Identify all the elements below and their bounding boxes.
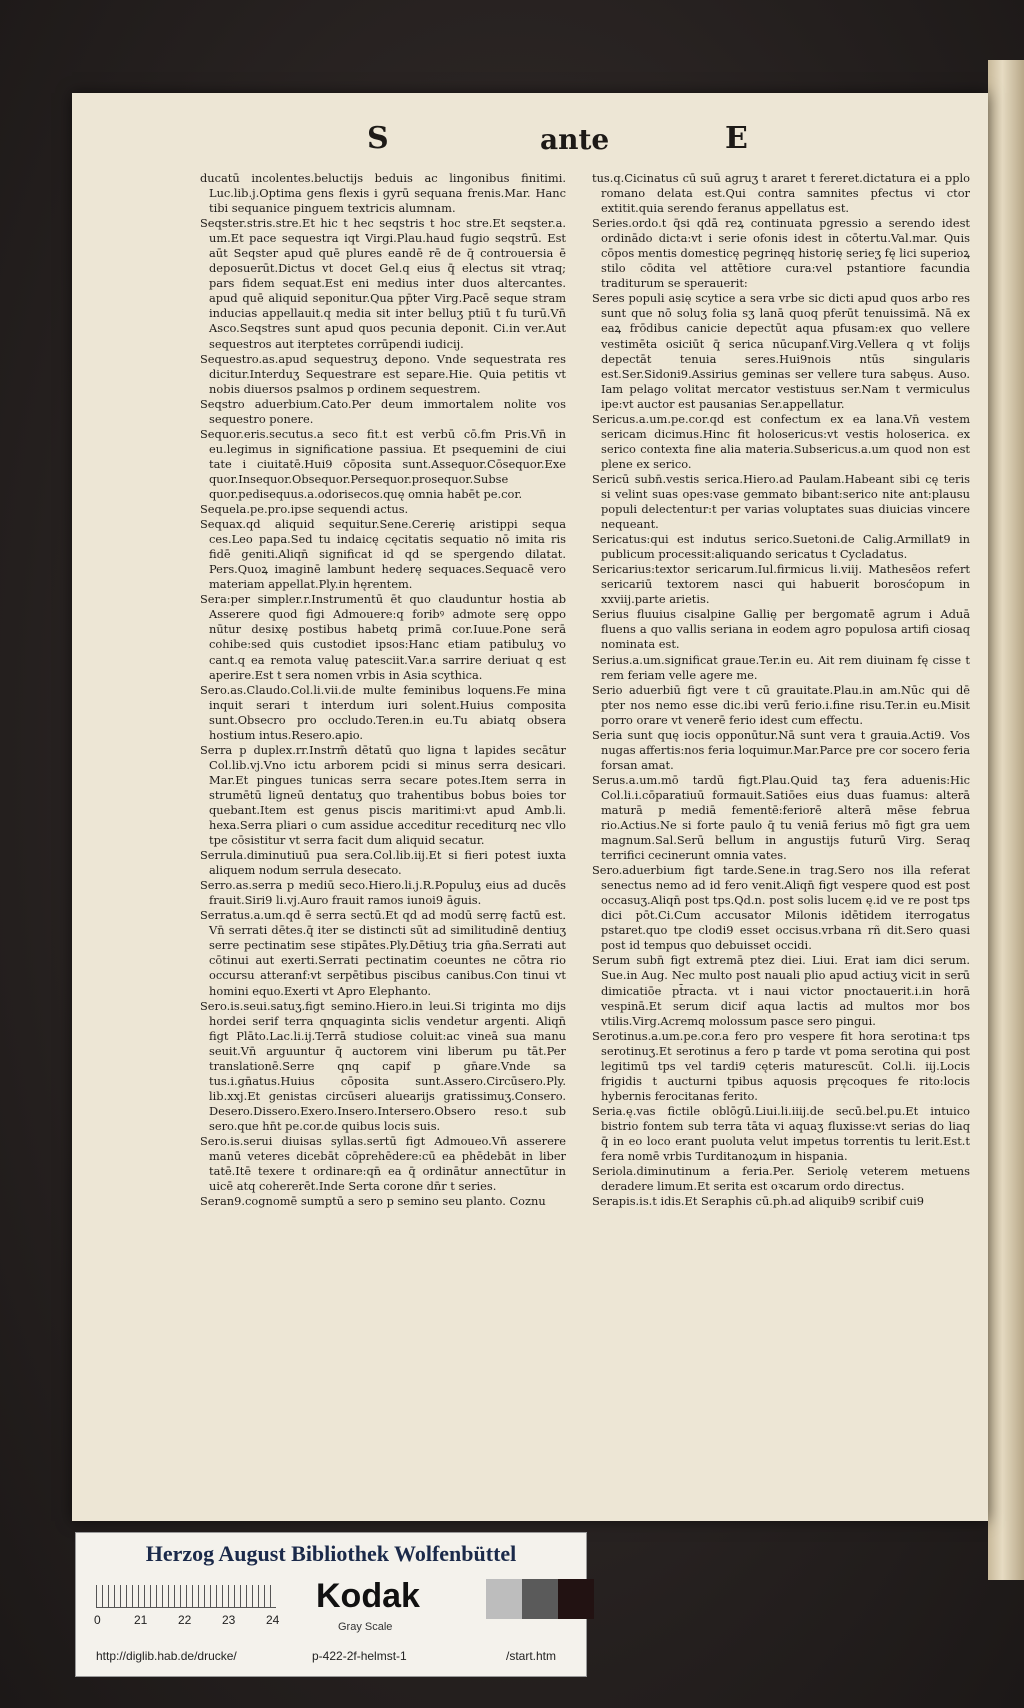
scale-label: 22 <box>178 1613 192 1627</box>
dictionary-entry: Serum subn̄ figt extremā ptez diei. Liui. Erat iam dici serum. Sue.in Aug. Nec multo post nauali plio apud actiuʒ vicit in serū dimicatiōe pt̄racta. vt i naui victor pnoctauerit.i.in horā vespinā.Et serum dicif aqua lactis ad multos mor bos vtilis.Virg.Acremq molossum pasce sero pingui. <box>592 953 970 1028</box>
running-head <box>72 121 988 161</box>
gray-swatch <box>558 1579 594 1619</box>
gray-swatch <box>486 1579 522 1619</box>
dictionary-entry: Seqstro aduerbium.Cato.Per deum immortalem nolite vos sequestro ponere. <box>200 396 566 426</box>
running-head-letter-left: S <box>367 121 389 156</box>
dictionary-entry: Sero.aduerbium figt tarde.Sene.in trag.Sero nos illa referat senectus nemo ad id fero venit.Aliqn̄ figt vespere quod est post occasuʒ.Aliqn̄ post tps.Qd.n. post solis lucem ę.id ve re post tps dici pōt.Ci.Cum accusator Milonis idētidem iterrogatus pstaret.quo tpe clodi9 esset occisus.vrbana rñ dit.Sero quasi post id tempus quo debuisset occidi. <box>592 863 970 953</box>
dictionary-entry: Serio aduerbiū figt vere t cū grauitate.Plau.in am.Nūc qui dē pter nos nemo esse dic.ibi verū ferio.i.fine risu.Ter.in eu.Misit porro orare vt venerē ferio idest cum effectu. <box>592 682 970 727</box>
dictionary-entry: Sequor.eris.secutus.a seco fit.t est verbū cō.fm Pris.Vn̄ in eu.legimus in significatione passiua. Et psequemini de ciui tate i ciuitatē.Hui9 cōposita sunt.Assequor.Cōsequor.Exe quor.Insequor.Obsequor.Persequor.prosequor.Subse quor.pedisequus.a.odorisecos.quę omnia habēt pe.cor. <box>200 426 566 501</box>
dictionary-entry: Sericus.a.um.pe.cor.qd est confectum ex ea lana.Vn̄ vestem sericam dicimus.Hinc fit holosericus:vt vestis holoserica. ex serico contexta fine alia materia.Subsericus.a.um quod non est plene ex serico. <box>592 411 970 471</box>
dictionary-entry: Seria sunt quę iocis opponūtur.Nā sunt vera t grauia.Acti9. Vos nugas affertis:nos feria loquimur.Mar.Parce pre cor socero feria forsan amat. <box>592 727 970 772</box>
left-column <box>200 171 566 1441</box>
dictionary-entry: Seqster.stris.stre.Et hic t hec seqstris t hoc stre.Et seqster.a. um.Et pace sequestra iqt Virgi.Plau.haud fugio seqstrū. Est aūt Seqster apud quē plures eandē rē de q̄ controuersia ē deposuerūt.Dictus vt docet Gel.q eius q̄ electus sit vtraq; pars fidem sequat.Est eni medius inter duos altercantes. apud quē aliquid seponitur.Qua pp̄ter Virg.Pacē seque stram inducias appellauit.q media sit inter belluʒ ptiū t fu turū.Vn̄ Asco.Seqstres sunt apud quos pecunia deponit. Ci.in ver.Aut sequestros aut iterptetes corrūpendi iudicij. <box>200 216 566 351</box>
dictionary-entry: Sero.is.seui.satuʒ.figt semino.Hiero.in leui.Si triginta mo dijs hordei serif terra qnquaginta siclis vendetur argenti. Aliqn̄ figt Plāto.Lac.li.ij.Terrā studiose coluit:ac vineā sua manu seuit.Vn̄ arguuntur q̄ auctorem vini liberum pu tāt.Per translationē.Serre qnq capif p gn̄are.Vnde sa tus.i.gn̄atus.Huius cōposita sunt.Assero.Circūsero.Ply. lib.xxj.Et genistas circūseri aluearijs gratissimuʒ.Consero. Desero.Dissero.Exero.Insero.Intersero.Obsero reso.t sub sero.que hn̄t pe.cor.de quibus locis suis. <box>200 998 566 1133</box>
dictionary-entry: Serapis.is.t idis.Et Seraphis cū.ph.ad aliquib9 scribif cui9 <box>592 1194 925 1209</box>
dictionary-entry: Serratus.a.um.qd ē serra sectū.Et qd ad modū serrę factū est. Vn̄ serrati dētes.q̄ iter se distincti sūt ad similitudinē dentiuʒ serre pectinatim sese stipātes.Ply.Dētiuʒ tria gn̄a.Serrati aut cōtinui aut exerti.Serrati pectinatim coeuntes ne cōtra rio occursu atteranf:vt serpētibus piscibus canibus.Con tinui vt homini equo.Exerti vt Apro Elephanto. <box>200 908 566 998</box>
dictionary-entry: tus.q.Cicinatus cū suū agruʒ t araret t fereret.dictatura ei a pplo romano delata est.Qui contra samnites pfectus vi ctor extitit.quia serendo feranus appellatus est. <box>592 171 970 216</box>
dictionary-entry: Sera:per simpler.r.Instrumentū ēt quo clauduntur hostia ab Asserere quod figi Admouere:q foribꝰ admote serę oppo nūtur desixę postibus habetq primā cor.Iuue.Pone serā cohibe:sed quis custodiet ipsos:Hanc etiam patibuluʒ vo cant.q ea remota valuę patesciit.Var.a sarrire deriuat q est aperire.Est t sera nomen vrbis in Asia scythica. <box>200 592 566 682</box>
library-name: Herzog August Bibliothek Wolfenbüttel <box>145 1541 517 1566</box>
dictionary-entry: Serra p duplex.rr.Instrm̄ dētatū quo ligna t lapides secātur Col.lib.vj.Vno ictu arborem pcidi si minus serra desicari. Mar.Et pingues tunicas serra secare potes.Item serra in strumētū ligneū dentatuʒ quo trahentibus bobus boies tor quebant.Item est genus piscis maritimi:vt apud Amb.li. hexa.Serra pliari o cum assidue acceditur recediturq nec vllo tpe cōsistitur vt serra facit dum aliquid secatur. <box>200 742 566 848</box>
gray-scale-label: Gray Scale <box>338 1621 393 1633</box>
scale-ruler <box>96 1585 276 1608</box>
dictionary-entry: Seriola.diminutinum a feria.Per. Seriolę veterem metuens deradere limum.Et serita est oꝛcarum ordo directus. <box>592 1164 970 1194</box>
dictionary-entry: Sericarius:textor sericarum.Iul.firmicus li.viij. Mathesēos refert sericariū textorem nasci qui habuerit borosćopum in xxviij.parte arietis. <box>592 562 970 607</box>
dictionary-entry: Sequela.pe.pro.ipse sequendi actus. <box>200 502 409 517</box>
dictionary-entry: Seria.ę.vas fictile oblōgū.Liui.li.iiij.de secū.bel.pu.Et intuico bistrio fontem sub terra tāta vi aquaʒ fluxisse:vt serias do liaq q̄ in eo loco erant puoluta velut impetus torrentis tu lerit.Est.t fera nomē vrbis Turditanoꝝum in hispania. <box>592 1103 970 1164</box>
scale-label: 23 <box>222 1613 236 1627</box>
right-column <box>592 171 970 1441</box>
dictionary-entry: Serius.a.um.significat graue.Ter.in eu. Ait rem diuinam fę cisse t rem feriam velle agere me. <box>592 652 970 682</box>
dictionary-entry: Series.ordo.t q̄si qdā reꝝ continuata pgressio a serendo idest ordinādo dicta:vt i serie ofonis idest in cōtertu.Val.mar. Quis cōpos mentis domesticę pegrinęq historię serieʒ fę lici superioꝝ stilo cōdita vel attētiore cura:vel pstantiore facundia traditurum se sperauerit: <box>592 216 970 291</box>
document-page <box>72 93 988 1521</box>
scale-label: 24 <box>266 1613 280 1627</box>
footer-url: http://diglib.hab.de/drucke/ <box>96 1649 237 1663</box>
dictionary-entry: ducatū incolentes.beluctijs beduis ac lingonibus finitimi. Luc.lib.j.Optima gens flexis i gyrū sequana frenis.Mar. Hanc tibi sequanice pinguem textricis alumnam. <box>200 171 566 216</box>
dictionary-entry: Serrula.diminutiuū pua sera.Col.lib.iij.Et si fieri potest iuxta aliquem nodum serrula desecato. <box>200 848 566 878</box>
adjacent-page-edge <box>988 60 1024 1580</box>
dictionary-entry: Sero.as.Claudo.Col.li.vii.de multe feminibus loquens.Fe mina inquit serari t interdum iuri solent.Huius composita sunt.Obsecro pro occludo.Teren.in eu.Tu abiatq obsera hostium intus.Resero.apio. <box>200 682 566 742</box>
running-head-word: ante <box>540 123 610 156</box>
dictionary-entry: Sericatus:qui est indutus serico.Suetoni.de Calig.Armillat9 in publicum processit:aliquando sericatus t Cycladatus. <box>592 532 970 562</box>
kodak-logo: Kodak <box>316 1577 420 1615</box>
dictionary-entry: Seran9.cognomē sumptū a sero p semino seu planto. Coznu <box>200 1194 546 1209</box>
dictionary-entry: Sericū subn̄.vestis serica.Hiero.ad Paulam.Habeant sibi cę teris si velint suas opes:vase gemmato bibant:serico nite ant:plausu populi delectentur:t per varias voluptates suas diuicias vincere nequeant. <box>592 471 970 532</box>
dictionary-entry: Sequax.qd aliquid sequitur.Sene.Cererię aristippi sequa ces.Leo papa.Sed tu indaicę cęcitatis sequatio nō imita ris fidē geniti.Aliqn̄ significat id qd se spergendo dilatat. Pers.Quoꝝ imaginē lambunt hederę sequaces.Sequacē vero materiam appellat.Ply.in hęrentem. <box>200 517 566 592</box>
footer-id: p-422-2f-helmst-1 <box>312 1649 407 1663</box>
color-calibration-card <box>75 1532 587 1677</box>
dictionary-entry: Sero.is.serui diuisas syllas.sertū figt Admoueo.Vn̄ asserere manū veteres dicebāt cōprehēdere:cū ea phēdebāt in liber tatē.Itē texere t ordinare:qn̄ ea q̄ ordinātur annectūtur in uicē atq cohererēt.Inde Serta corone dn̄r t series. <box>200 1134 566 1194</box>
gray-swatch <box>522 1579 558 1619</box>
scale-label: 21 <box>134 1613 148 1627</box>
dictionary-entry: Serro.as.serra p mediū seco.Hiero.li.j.R.Populuʒ eius ad ducēs frauit.Siri9 li.vj.Auro frauit ramos iunoi9 āguis. <box>200 878 566 908</box>
dictionary-entry: Sequestro.as.apud sequestruʒ depono. Vnde sequestrata res dicitur.Interduʒ Sequestrare est separe.Hie. Quia petitis vt nobis diuersos psalmos p ordinem sequestrem. <box>200 351 566 396</box>
running-head-letter-right: E <box>725 121 748 156</box>
dictionary-entry: Serius fluuius cisalpine Gallię per bergomatē agrum i Aduā fluens a quo vallis seriana in eodem agro populosa artifi ciosaq nominata est. <box>592 607 970 652</box>
dictionary-entry: Serus.a.um.mō tardū figt.Plau.Quid taʒ fera aduenis:Hic Col.li.i.cōparatiuū formauit.Satiōes eius duas fuamus: alterā maturā p mediā fementē:feriorē alterā mēse februa rio.Actius.Ne si forte paulo q̄ tu veniā ferius mō figt gra uem magnum.Sal.Serū bellum in angustijs futurū Virg. Seraq terrifici cecinerunt omnia vates. <box>592 772 970 863</box>
dictionary-entry: Seres populi asię scytice a sera vrbe sic dicti apud quos arbo res sunt que nō soluʒ folia sʒ lanā quoq pferūt tenuissimā. Nā ex eaꝝ frōdibus canicie depectūt aqua pfusam:ex quo vellere vestimēta osiciūt q̄ serica nūcupanf.Virg.Vellera q vt folijs depectāt tenuia seres.Hui9nois ntūs singularis est.Ser.Sidoni9.Assirius geminas ser vellere tura sabęus. Auso. Iam pelago volitat mercator vestistuus ser.Nam t vermiculus ipe:vt auctor est pausanias Ser.appellatur. <box>592 291 970 411</box>
card-footer <box>76 1645 586 1669</box>
footer-page: /start.htm <box>506 1649 557 1663</box>
dictionary-entry: Serotinus.a.um.pe.cor.a fero pro vespere fit hora serotina:t tps serotinuʒ.Et serotinus a fero p tarde vt poma serotina qui post legitimū tps vel tardi9 cęteris maturescūt. Col.li. iij.Locis frigidis t aucturni tpibus aquosis pręcoques fe rito:locis hybernis ferocitanas ferito. <box>592 1028 970 1103</box>
scale-label: 0 <box>94 1613 101 1627</box>
